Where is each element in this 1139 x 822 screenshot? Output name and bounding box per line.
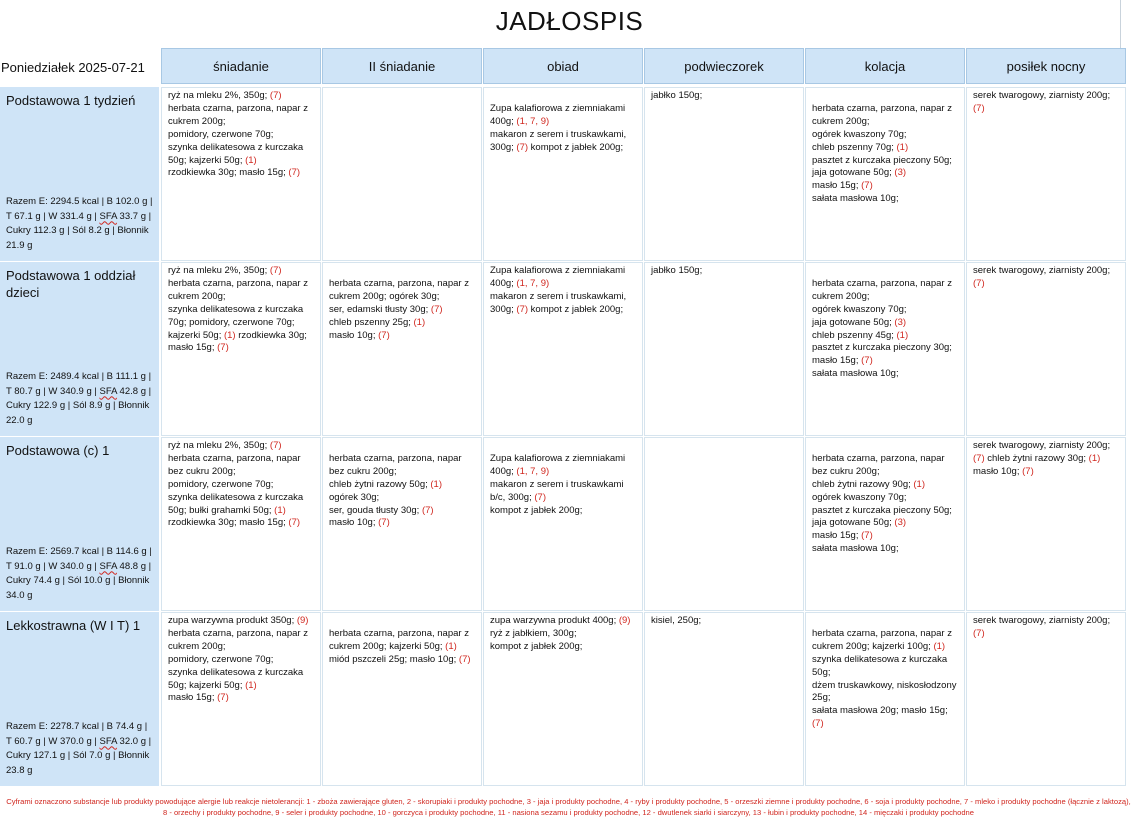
meal-cell: herbata czarna, parzona, napar bez cukru 200g; chleb żytni razowy 50g; (1) ogórek 30g; ser, gouda tłusty 30g; (7) masło 10g; (7): [322, 437, 482, 611]
allergen-code: (1): [913, 478, 926, 490]
allergen-code: (3): [894, 167, 907, 179]
meal-cell: Zupa kalafiorowa z ziemniakami 400g; (1, 7, 9) makaron z serem i truskawkami, 300g; (7) kompot z jabłek 200g;: [483, 262, 643, 436]
allergen-code: (7): [430, 303, 443, 315]
allergen-code: (1): [933, 640, 946, 652]
allergen-code: (7): [973, 452, 985, 464]
nutrition-summary: Razem E: 2569.7 kcal | B 114.6 g | T 91.0 g | W 340.0 g | SFA 48.8 g | Cukry 74.4 g | Sól 10.0 g | Błonnik 34.0 g: [6, 546, 152, 601]
meal-cell: herbata czarna, parzona, napar z cukrem 200g; kajzerki 50g; (1) miód pszczeli 25g; masło 10g; (7): [322, 612, 482, 786]
date-label: Poniedziałek 2025-07-21: [1, 60, 145, 75]
allergen-code: (7): [288, 167, 301, 179]
allergen-code: (3): [894, 316, 907, 328]
allergen-code: (7): [1022, 465, 1034, 477]
allergen-code: (7): [973, 102, 985, 114]
column-header: śniadanie: [161, 48, 321, 84]
allergen-code: (1): [896, 329, 909, 341]
meal-cell: herbata czarna, parzona, napar z cukrem 200g; ogórek kwaszony 70g; chleb pszenny 70g; (1) pasztet z kurczaka pieczony 50g; jaja gotowane 50g; (3) masło 15g; (7) sałata masłowa 10g;: [805, 87, 965, 261]
meal-cell: kisiel, 250g;: [644, 612, 804, 786]
allergen-code: (7): [288, 517, 301, 529]
page-title: JADŁOSPIS: [495, 6, 644, 36]
allergen-code: (7): [269, 440, 282, 451]
meal-cell: [322, 87, 482, 261]
meal-cell: herbata czarna, parzona, napar z cukrem 200g; ogórek kwaszony 70g; jaja gotowane 50g; (3) chleb pszenny 45g; (1) pasztet z kurczaka pieczony 30g; masło 15g; (7) sałata masłowa 10g;: [805, 262, 965, 436]
allergen-code: (1): [430, 478, 443, 490]
diet-row-header: [0, 262, 159, 436]
nutrition-summary: Razem E: 2278.7 kcal | B 74.4 g | T 60.7 g | W 370.0 g | SFA 32.0 g | Cukry 127.1 g | Sól 7.0 g | Błonnik 23.8 g: [6, 721, 152, 776]
allergen-code: (3): [894, 517, 907, 529]
meal-cell: serek twarogowy, ziarnisty 200g; (7) chleb żytni razowy 30g; (1) masło 10g; (7): [966, 437, 1126, 611]
column-header: obiad: [483, 48, 643, 84]
allergen-code: (1): [445, 640, 457, 652]
allergen-code: (7): [421, 504, 434, 516]
meal-cell: serek twarogowy, ziarnisty 200g; (7): [966, 262, 1126, 436]
meal-cell: serek twarogowy, ziarnisty 200g; (7): [966, 612, 1126, 786]
allergen-code: (7): [217, 692, 229, 704]
nutrition-summary: Razem E: 2489.4 kcal | B 111.1 g | T 80.7 g | W 340.9 g | SFA 42.8 g | Cukry 122.9 g | Sól 8.9 g | Błonnik 22.0 g: [6, 371, 152, 426]
allergen-code: (1): [274, 504, 286, 516]
allergen-code: (7): [217, 342, 229, 354]
allergen-code: (7): [378, 329, 390, 341]
meal-cell: herbata czarna, parzona, napar z cukrem 200g; kajzerki 100g; (1) szynka delikatesowa z kurczaka 50g; dżem truskawkowy, niskosłodzony 25g; sałata masłowa 20g; masło 15g; (7): [805, 612, 965, 786]
diet-name: Lekkostrawna (W I T) 1: [6, 618, 141, 633]
allergen-code: (1, 7, 9): [516, 465, 550, 477]
allergen-code: (7): [534, 491, 546, 503]
allergen-code: (7): [516, 141, 529, 153]
allergen-code: (9): [296, 615, 309, 626]
allergen-code: (7): [269, 90, 282, 101]
allergen-code: (7): [378, 517, 390, 529]
allergen-code: (7): [973, 277, 985, 289]
diet-name: Podstawowa (c) 1: [6, 443, 110, 458]
allergen-code: (1): [896, 141, 909, 153]
allergen-code: (7): [973, 627, 985, 639]
nutrition-summary: Razem E: 2294.5 kcal | B 102.0 g | T 67.1 g | W 331.4 g | SFA 33.7 g | Cukry 112.3 g | Sól 8.2 g | Błonnik 21.9 g: [6, 196, 153, 251]
allergen-code: (7): [516, 303, 529, 315]
column-header: posiłek nocny: [966, 48, 1126, 84]
meal-cell: serek twarogowy, ziarnisty 200g; (7): [966, 87, 1126, 261]
allergen-code: (7): [269, 265, 282, 276]
column-header: kolacja: [805, 48, 965, 84]
allergen-code: (1): [245, 679, 257, 691]
meal-cell: Zupa kalafiorowa z ziemniakami 400g; (1, 7, 9) makaron z serem i truskawkami b/c, 300g; (7) kompot z jabłek 200g;: [483, 437, 643, 611]
meal-cell: jabłko 150g;: [644, 87, 804, 261]
allergen-code: (1): [223, 329, 236, 341]
allergen-code: (7): [861, 530, 873, 542]
meal-cell: jabłko 150g;: [644, 262, 804, 436]
meal-cell: Zupa kalafiorowa z ziemniakami 400g; (1, 7, 9) makaron z serem i truskawkami, 300g; (7) kompot z jabłek 200g;: [483, 87, 643, 261]
meal-cell: herbata czarna, parzona, napar z cukrem 200g; ogórek 30g; ser, edamski tłusty 30g; (7) chleb pszenny 25g; (1) masło 10g; (7): [322, 262, 482, 436]
allergen-code: (1, 7, 9): [516, 277, 550, 289]
column-header: II śniadanie: [322, 48, 482, 84]
column-header: podwieczorek: [644, 48, 804, 84]
allergen-code: (1): [1088, 452, 1101, 464]
diet-name: Podstawowa 1 tydzień: [6, 93, 136, 108]
allergen-code: (1): [245, 154, 257, 166]
allergen-legend: Cyframi oznaczono substancje lub produkty powodujące alergie lub reakcje nietolerancji: 1 - zboża zawierające gluten, 2 - skorupiaki i produkty pochodne, 3 - jaja i produkty pochodne, 4 - ryby i produkty pochodne, 5 - orzeszki ziemne i produkty pochodne, 6 - soja i produkty pochodne, 7 - mleko i produkty pochodne (łącznie z laktozą), 8 - orzechy i produkty pochodne, 9 - seler i produkty pochodne, 10 - gorczyca i produkty pochodne, 11 - nasiona sezamu i produkty pochodne, 12 - dwutlenek siarki i siarczyny, 13 - łubin i produkty pochodne, 14 - mięczaki i produkty pochodne: [6, 797, 1131, 817]
meal-cell: ryż na mleku 2%, 350g; (7) herbata czarna, parzona, napar bez cukru 200g; pomidory, czerwone 70g; szynka delikatesowa z kurczaka 50g; bułki grahamki 50g; (1) rzodkiewka 30g; masło 15g; (7): [161, 437, 321, 611]
meal-cell: ryż na mleku 2%, 350g; (7) herbata czarna, parzona, napar z cukrem 200g; szynka delikatesowa z kurczaka 70g; pomidory, czerwone 70g; kajzerki 50g; (1) rzodkiewka 30g; masło 15g; (7): [161, 262, 321, 436]
allergen-code: (9): [618, 615, 631, 626]
allergen-code: (7): [812, 718, 824, 730]
diet-row-header: [0, 437, 159, 611]
meal-cell: [644, 437, 804, 611]
diet-row-header: [0, 87, 159, 261]
allergen-code: (7): [861, 180, 873, 192]
allergen-code: (7): [458, 653, 471, 665]
allergen-code: (1, 7, 9): [516, 115, 550, 127]
meal-cell: zupa warzywna produkt 350g; (9) herbata czarna, parzona, napar z cukrem 200g; pomidory, czerwone 70g; szynka delikatesowa z kurczaka 50g; kajzerki 50g; (1) masło 15g; (7): [161, 612, 321, 786]
meal-cell: ryż na mleku 2%, 350g; (7) herbata czarna, parzona, napar z cukrem 200g; pomidory, czerwone 70g; szynka delikatesowa z kurczaka 50g; kajzerki 50g; (1) rzodkiewka 30g; masło 15g; (7): [161, 87, 321, 261]
meal-cell: zupa warzywna produkt 400g; (9) ryż z jabłkiem, 300g; kompot z jabłek 200g;: [483, 612, 643, 786]
allergen-code: (1): [413, 316, 426, 328]
meal-cell: herbata czarna, parzona, napar bez cukru 200g; chleb żytni razowy 90g; (1) ogórek kwaszony 70g; pasztet z kurczaka pieczony 50g; jaja gotowane 50g; (3) masło 15g; (7) sałata masłowa 10g;: [805, 437, 965, 611]
diet-name: Podstawowa 1 oddział dzieci: [6, 268, 136, 300]
allergen-code: (7): [861, 355, 873, 367]
diet-row-header: [0, 612, 159, 786]
